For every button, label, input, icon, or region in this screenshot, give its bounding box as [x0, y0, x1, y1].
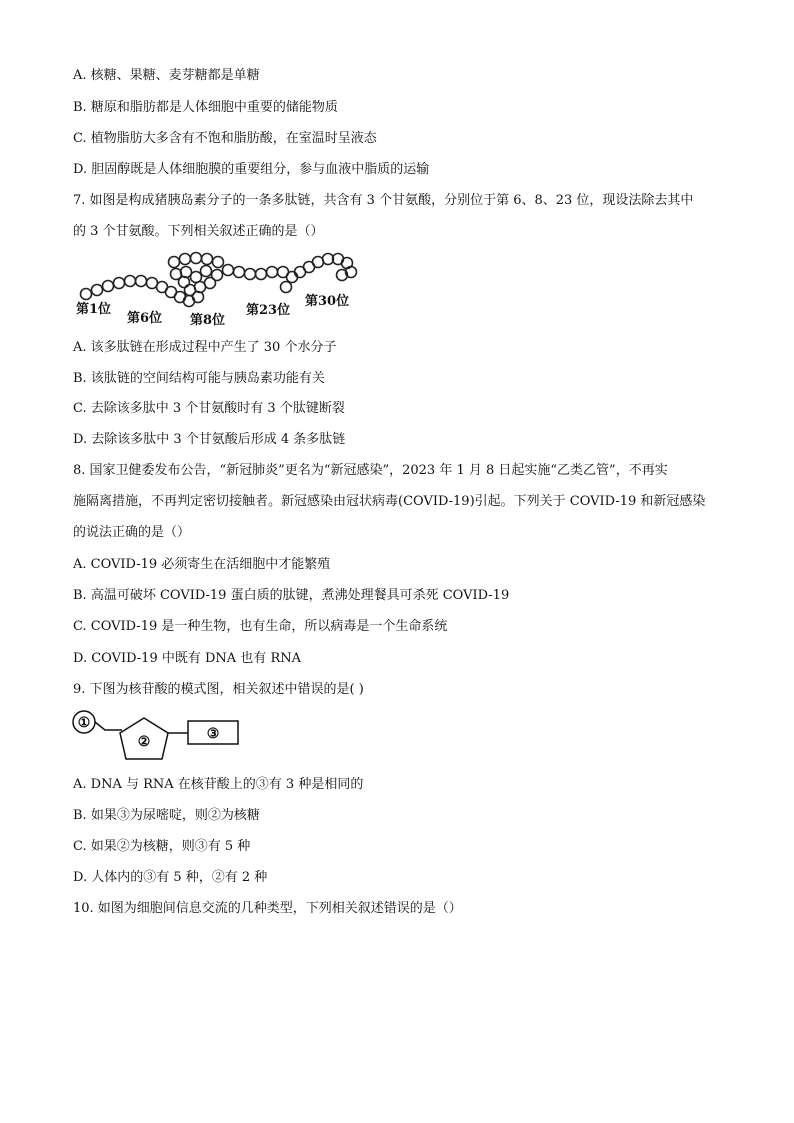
q7-stem-line1: 7. 如图是构成猪胰岛素分子的一条多肽链，共含有 3 个甘氨酸，分别位于第 6、8、23 位，现设法除去其中 — [73, 193, 694, 208]
label-position-30: 第30位 — [305, 294, 350, 309]
q9-option-b: B. 如果③为尿嘧啶，则②为核糖 — [73, 808, 260, 823]
q7-option-d: D. 去除该多肽中 3 个甘氨酸后形成 4 条多肽链 — [73, 432, 346, 447]
label-pentose: ② — [137, 734, 151, 750]
q6-option-a: A. 核糖、果糖、麦芽糖都是单糖 — [73, 68, 260, 83]
q9-option-d: D. 人体内的③有 5 种，②有 2 种 — [73, 870, 268, 885]
q8-option-a: A. COVID-19 必须寄生在活细胞中才能繁殖 — [73, 557, 331, 572]
peptide-chain-figure — [72, 250, 362, 330]
q9-option-c: C. 如果②为核糖，则③有 5 种 — [73, 839, 251, 854]
q7-stem-line2: 的 3 个甘氨酸。下列相关叙述正确的是（） — [73, 224, 324, 239]
q8-stem-line3: 的说法正确的是（） — [73, 525, 191, 540]
q8-stem-line1: 8. 国家卫健委发布公告，“新冠肺炎”更名为“新冠感染”，2023 年 1 月 8 日起实施“乙类乙管”，不再实 — [73, 463, 668, 478]
q8-option-b: B. 高温可破坏 COVID-19 蛋白质的肽键，煮沸处理餐具可杀死 COVID-19 — [73, 588, 510, 603]
q7-option-b: B. 该肽链的空间结构可能与胰岛素功能有关 — [73, 371, 325, 386]
phosphate-link — [95, 722, 122, 730]
q9-option-a: A. DNA 与 RNA 在核苷酸上的③有 3 种是相同的 — [73, 777, 364, 792]
label-base: ③ — [206, 726, 220, 742]
q6-option-c: C. 植物脂肪大多含有不饱和脂肪酸，在室温时呈液态 — [73, 131, 377, 146]
label-phosphate: ① — [77, 715, 91, 731]
q10-stem: 10. 如图为细胞间信息交流的几种类型，下列相关叙述错误的是（） — [73, 901, 462, 916]
label-position-1: 第1位 — [76, 302, 112, 317]
label-position-6: 第6位 — [127, 311, 163, 326]
q7-option-a: A. 该多肽链在形成过程中产生了 30 个水分子 — [73, 340, 337, 355]
q8-option-c: C. COVID-19 是一种生物，也有生命，所以病毒是一个生命系统 — [73, 619, 448, 634]
nucleotide-model-figure — [72, 708, 242, 766]
label-position-23: 第23位 — [246, 303, 291, 318]
q9-stem: 9. 下图为核苷酸的模式图，相关叙述中错误的是( ) — [73, 682, 364, 697]
label-position-8: 第8位 — [190, 313, 226, 328]
q8-option-d: D. COVID-19 中既有 DNA 也有 RNA — [73, 651, 301, 666]
q7-option-c: C. 去除该多肽中 3 个甘氨酸时有 3 个肽键断裂 — [73, 401, 345, 416]
q6-option-b: B. 糖原和脂肪都是人体细胞中重要的储能物质 — [73, 100, 338, 115]
q6-option-d: D. 胆固醇既是人体细胞膜的重要组分，参与血液中脂质的运输 — [73, 162, 430, 177]
q8-stem-line2: 施隔离措施，不再判定密切接触者。新冠感染由冠状病毒(COVID-19)引起。下列关于 COVID-19 和新冠感染 — [73, 494, 706, 509]
